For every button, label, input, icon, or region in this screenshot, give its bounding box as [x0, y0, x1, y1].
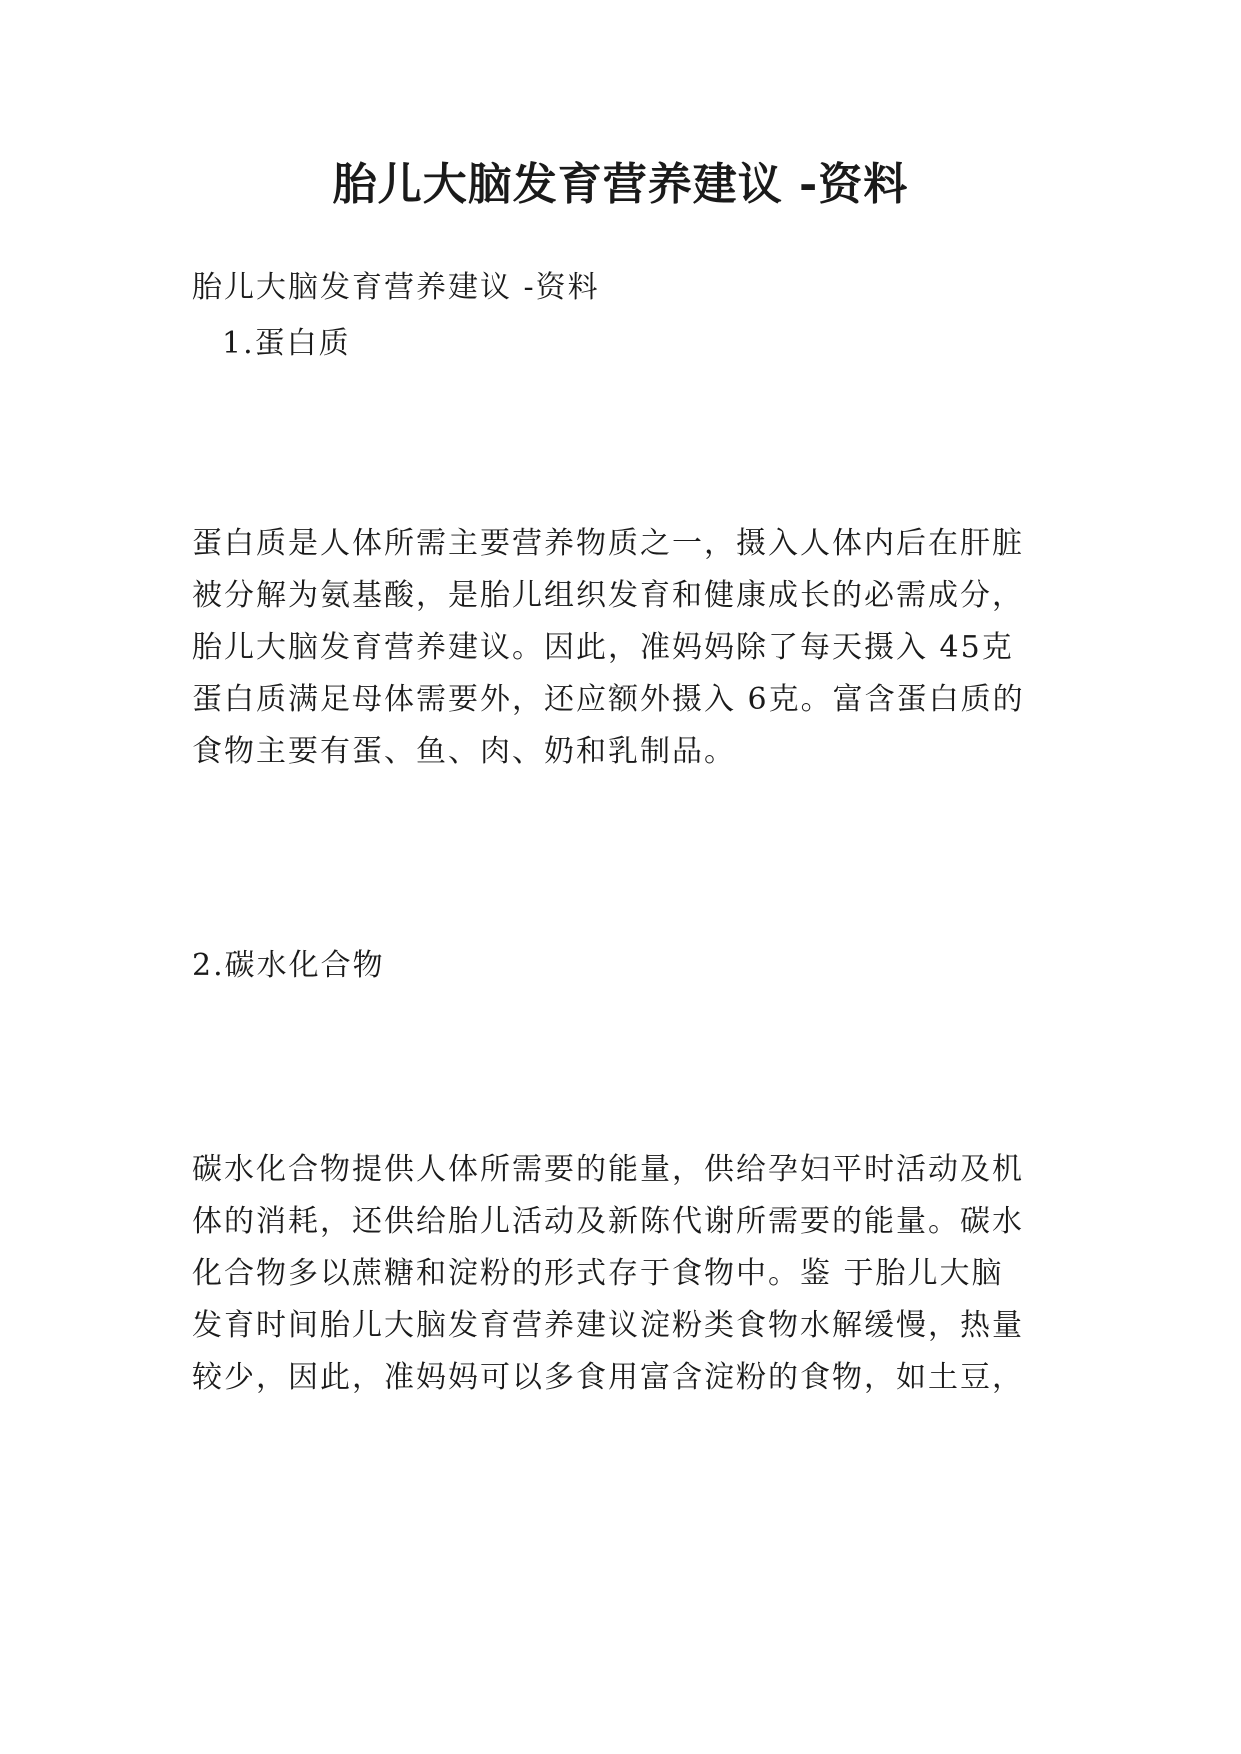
section-body-carbohydrate: [192, 1144, 1024, 1404]
paragraph-line: 碳水化合物提供人体所需要的能量，供给孕妇平时活动及机: [192, 1152, 1024, 1187]
paragraph-line: 食物主要有蛋、鱼、肉、奶和乳制品。: [192, 734, 736, 769]
paragraph-line: 化合物多以蔗糖和淀粉的形式存于食物中。鉴 于胎儿大脑: [192, 1256, 1004, 1291]
paragraph-line: 蛋白质满足母体需要外，还应额外摄入 6克。富含蛋白质的: [192, 682, 1025, 717]
document-title: 胎儿大脑发育营养建议 -资料: [332, 159, 909, 210]
paragraph-line: 体的消耗，还供给胎儿活动及新陈代谢所需要的能量。碳水: [192, 1204, 1024, 1239]
paragraph-line: 蛋白质是人体所需主要营养物质之一，摄入人体内后在肝脏: [192, 526, 1024, 561]
section-body-protein: [192, 518, 1025, 778]
document-subtitle: 胎儿大脑发育营养建议 -资料: [192, 270, 600, 305]
paragraph-line: 较少，因此，准妈妈可以多食用富含淀粉的食物，如土豆，: [192, 1360, 1024, 1395]
section-heading-carbohydrate: 2.碳水化合物: [192, 948, 385, 983]
paragraph-line: 发育时间胎儿大脑发育营养建议淀粉类食物水解缓慢，热量: [192, 1308, 1024, 1343]
paragraph-line: 胎儿大脑发育营养建议。因此，准妈妈除了每天摄入 45克: [192, 630, 1014, 665]
section-heading-protein: 1.蛋白质: [222, 326, 351, 361]
paragraph-line: 被分解为氨基酸，是胎儿组织发育和健康成长的必需成分，: [192, 578, 1024, 613]
